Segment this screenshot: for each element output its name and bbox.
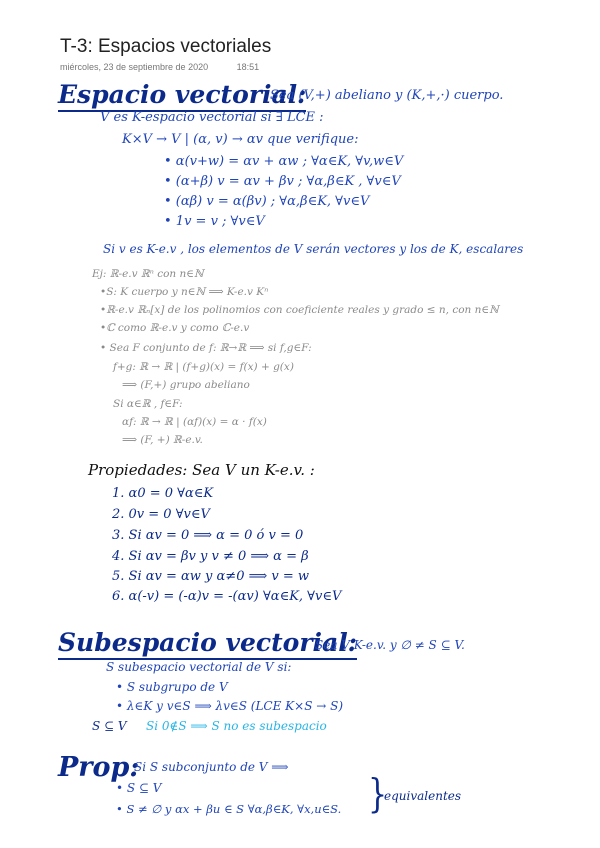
ejemplo-line: ⟹ (F, +) ℝ-e.v. bbox=[122, 434, 203, 446]
propiedad-item: 1. α0 = 0 ∀α∈K bbox=[112, 486, 214, 501]
propiedad-item: 6. α(-v) = (-α)v = -(αv) ∀α∈K, ∀v∈V bbox=[112, 589, 342, 604]
ejemplo-line: • Sea F conjunto de f: ℝ→ℝ ⟹ si f,g∈F: bbox=[100, 342, 312, 354]
prop-heading: Prop: bbox=[58, 752, 140, 783]
ejemplo-line: f+g: ℝ → ℝ | (f+g)(x) = f(x) + g(x) bbox=[113, 361, 294, 373]
ejemplo-line: Ej: ℝ-e.v ℝⁿ con n∈ℕ bbox=[92, 268, 204, 280]
page-title: T-3: Espacios vectoriales bbox=[60, 36, 272, 57]
page-date: miércoles, 23 de septiembre de 2020 bbox=[60, 62, 209, 72]
subespacio-item: • S subgrupo de V bbox=[116, 680, 228, 694]
propiedad-item: 4. Si αv = βv y v ≠ 0 ⟹ α = β bbox=[112, 549, 309, 564]
ejemplo-line: •ℂ como ℝ-e.v y como ℂ-e.v bbox=[100, 322, 250, 334]
subespacio-cond-left: S ⊆ V bbox=[92, 719, 127, 733]
prop-item: • S ⊆ V bbox=[116, 781, 162, 795]
subespacio-def: S subespacio vectorial de V si: bbox=[106, 660, 292, 674]
espacio-vectorial-heading: Espacio vectorial: bbox=[58, 80, 306, 112]
page-meta bbox=[60, 62, 259, 72]
subespacio-heading: Subespacio vectorial: bbox=[58, 628, 357, 660]
subespacio-intro: Sea V K-e.v. y ∅ ≠ S ⊆ V. bbox=[315, 638, 465, 652]
espacio-vectorial-map: K×V → V | (α, v) → αv que verifique: bbox=[122, 132, 359, 147]
espacio-vectorial-def: V es K-espacio vectorial si ∃ LCE : bbox=[100, 110, 324, 125]
ejemplo-line: αf: ℝ → ℝ | (αf)(x) = α · f(x) bbox=[122, 416, 267, 428]
page-time: 18:51 bbox=[236, 62, 260, 72]
ejemplo-line: ⟹ (F,+) grupo abeliano bbox=[122, 379, 250, 391]
prop-item: • S ≠ ∅ y αx + βu ∈ S ∀α,β∈K, ∀x,u∈S. bbox=[116, 802, 342, 816]
ejemplo-line: Si α∈ℝ , f∈F: bbox=[113, 398, 183, 410]
ev-prop-4: • 1v = v ; ∀v∈V bbox=[164, 214, 265, 229]
ejemplo-line: •S: K cuerpo y n∈ℕ ⟹ K-e.v Kⁿ bbox=[100, 286, 269, 298]
subespacio-item: • λ∈K y v∈S ⟹ λv∈S (LCE K×S → S) bbox=[116, 699, 344, 713]
ev-prop-1: • α(v+w) = αv + αw ; ∀α∈K, ∀v,w∈V bbox=[164, 154, 404, 169]
propiedad-item: 3. Si αv = 0 ⟹ α = 0 ó v = 0 bbox=[112, 528, 304, 543]
ejemplo-line: •ℝ-e.v ℝₙ[x] de los polinomios con coeficiente reales y grado ≤ n, con n∈ℕ bbox=[100, 304, 499, 316]
ev-prop-2: • (α+β) v = αv + βv ; ∀α,β∈K , ∀v∈V bbox=[164, 174, 401, 189]
espacio-vectorial-note: Si v es K-e.v , los elementos de V serán vectores y los de K, escalares bbox=[103, 242, 524, 256]
propiedad-item: 2. 0v = 0 ∀v∈V bbox=[112, 507, 210, 522]
espacio-vectorial-intro: Sea (V,+) abeliano y (K,+,·) cuerpo. bbox=[270, 88, 504, 103]
brace-icon: } bbox=[368, 771, 388, 818]
propiedad-item: 5. Si αv = αw y α≠0 ⟹ v = w bbox=[112, 569, 309, 584]
ev-prop-3: • (αβ) v = α(βv) ; ∀α,β∈K, ∀v∈V bbox=[164, 194, 370, 209]
subespacio-cond-right: Si 0∉S ⟹ S no es subespacio bbox=[146, 719, 327, 733]
propiedades-heading: Propiedades: Sea V un K-e.v. : bbox=[88, 461, 315, 479]
prop-intro: Si S subconjunto de V ⟹ bbox=[134, 760, 289, 774]
prop-equiv-label: equivalentes bbox=[384, 789, 462, 803]
